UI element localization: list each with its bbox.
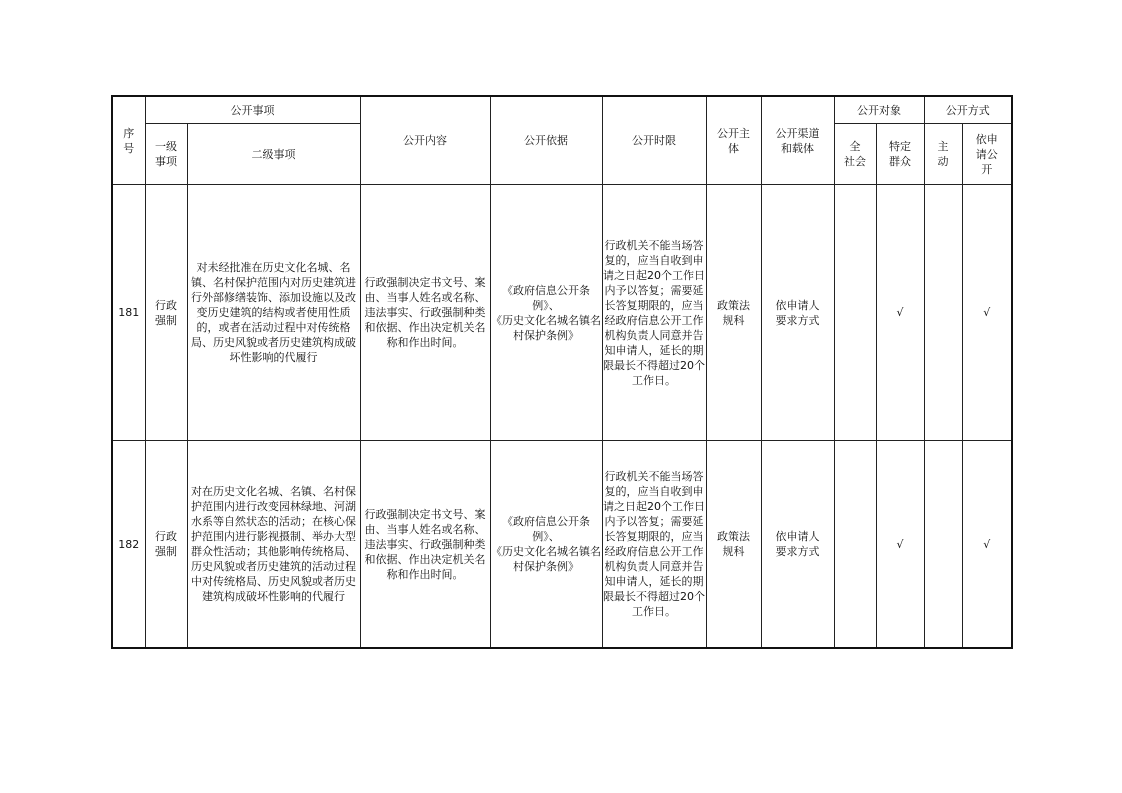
header-row-1 xyxy=(112,96,1012,124)
row-method-active xyxy=(924,441,962,649)
row-channel: 依申请人 要求方式 xyxy=(761,185,834,441)
header-seq: 序 号 xyxy=(112,96,145,185)
row-channel: 依申请人 要求方式 xyxy=(761,441,834,649)
row-basis: 《政府信息公开条例》、 《历史文化名城名镇名村保护条例》 xyxy=(490,441,602,649)
header-content: 公开内容 xyxy=(360,96,490,185)
header-level1: 一级 事项 xyxy=(145,124,187,185)
row-content: 行政强制决定书文号、案由、当事人姓名或名称、违法事实、行政强制种类和依据、作出决定机关名称和作出时间。 xyxy=(360,441,490,649)
row-audience-all xyxy=(834,185,876,441)
row-seq: 181 xyxy=(112,185,145,441)
row-audience-specific: √ xyxy=(876,441,924,649)
row-audience-specific: √ xyxy=(876,185,924,441)
header-level2: 二级事项 xyxy=(187,124,360,185)
header-basis: 公开依据 xyxy=(490,96,602,185)
row-level1: 行政 强制 xyxy=(145,185,187,441)
row-subject: 政策法 规科 xyxy=(706,185,761,441)
row-method-request: √ xyxy=(962,441,1012,649)
row-method-active xyxy=(924,185,962,441)
header-subject: 公开主 体 xyxy=(706,96,761,185)
row-seq: 182 xyxy=(112,441,145,649)
row-content: 行政强制决定书文号、案由、当事人姓名或名称、违法事实、行政强制种类和依据、作出决定机关名称和作出时间。 xyxy=(360,185,490,441)
disclosure-table xyxy=(111,95,1013,649)
row-time-limit: 行政机关不能当场答复的，应当自收到申请之日起20个工作日内予以答复；需要延长答复期限的，应当经政府信息公开工作机构负责人同意并告知申请人，延长的期限最长不得超过20个工作日。 xyxy=(602,185,706,441)
header-time-limit: 公开时限 xyxy=(602,96,706,185)
row-audience-all xyxy=(834,441,876,649)
row-time-limit: 行政机关不能当场答复的，应当自收到申请之日起20个工作日内予以答复；需要延长答复期限的，应当经政府信息公开工作机构负责人同意并告知申请人，延长的期限最长不得超过20个工作日。 xyxy=(602,441,706,649)
row-level1: 行政 强制 xyxy=(145,441,187,649)
row-method-request: √ xyxy=(962,185,1012,441)
header-items-group: 公开事项 xyxy=(145,96,360,124)
row-subject: 政策法 规科 xyxy=(706,441,761,649)
header-audience-group: 公开对象 xyxy=(834,96,924,124)
table-row xyxy=(112,441,1012,649)
header-audience-all: 全 社会 xyxy=(834,124,876,185)
row-level2: 对在历史文化名城、名镇、名村保护范围内进行改变园林绿地、河湖水系等自然状态的活动；在核心保护范围内进行影视摄制、举办大型群众性活动；其他影响传统格局、历史风貌或者历史建筑的活动过程中对传统格局、历史风貌或者历史建筑构成破坏性影响的代履行 xyxy=(187,441,360,649)
table-row xyxy=(112,185,1012,441)
header-method-request: 依申 请公 开 xyxy=(962,124,1012,185)
header-method-active: 主 动 xyxy=(924,124,962,185)
row-basis: 《政府信息公开条例》、 《历史文化名城名镇名村保护条例》 xyxy=(490,185,602,441)
header-method-group: 公开方式 xyxy=(924,96,1012,124)
row-level2: 对未经批准在历史文化名城、名镇、名村保护范围内对历史建筑进行外部修缮装饰、添加设施以及改变历史建筑的结构或者使用性质的，或者在活动过程中对传统格局、历史风貌或者历史建筑构成破坏性影响的代履行 xyxy=(187,185,360,441)
header-channel: 公开渠道 和载体 xyxy=(761,96,834,185)
header-audience-specific: 特定 群众 xyxy=(876,124,924,185)
